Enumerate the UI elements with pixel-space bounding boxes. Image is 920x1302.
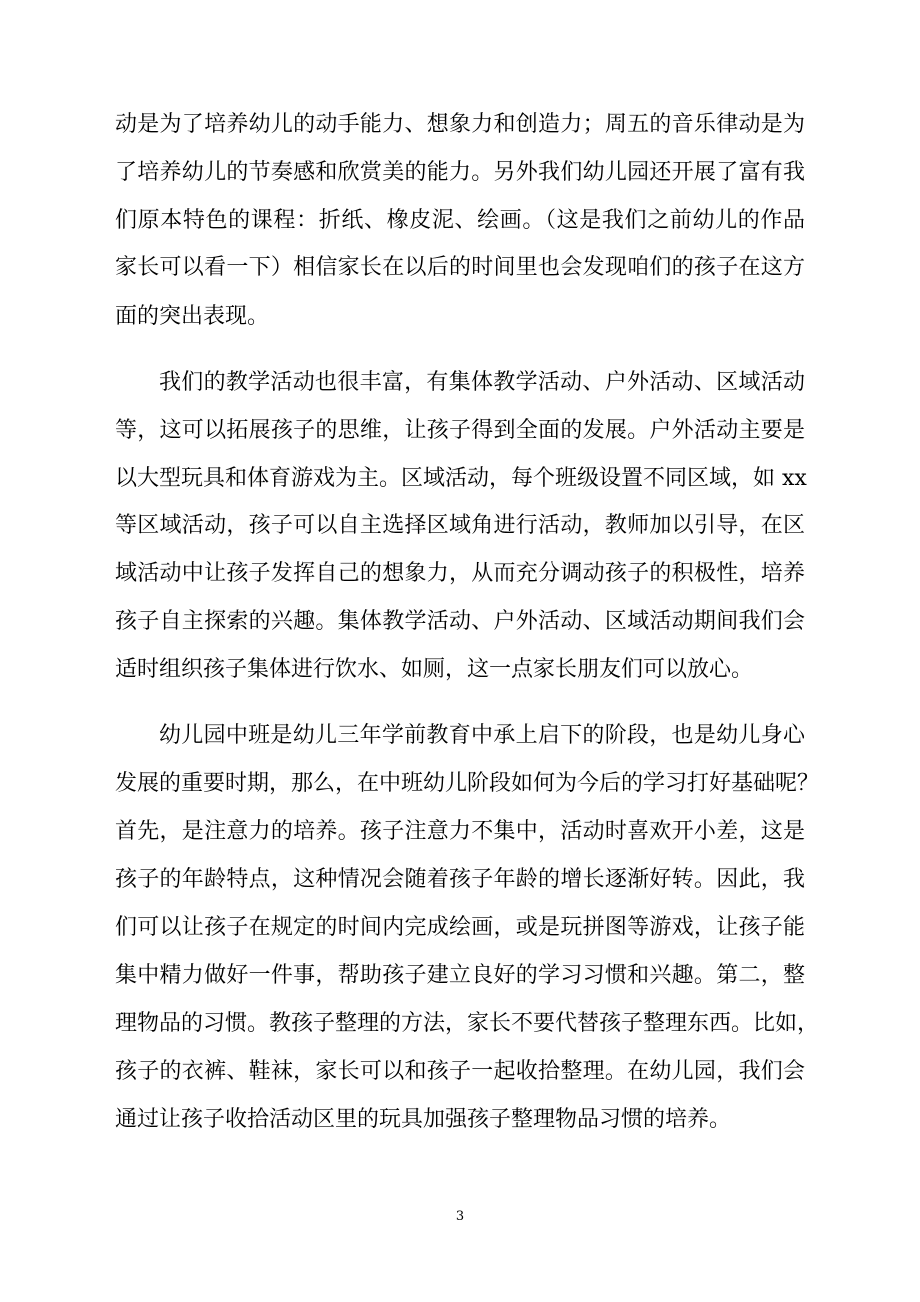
- paragraph-line: 理物品的习惯。教孩子整理的方法，家长不要代替孩子整理东西。比如，: [115, 1011, 820, 1036]
- paragraph-line: 域活动中让孩子发挥自己的想象力，从而充分调动孩子的积极性，培养: [115, 561, 805, 586]
- paragraph-line: 等，这可以拓展孩子的思维，让孩子得到全面的发展。户外活动主要是: [115, 418, 805, 443]
- paragraph-line: 我们的教学活动也很丰富，有集体教学活动、户外活动、区域活动: [159, 370, 805, 395]
- paragraph-line: 们可以让孩子在规定的时间内完成绘画，或是玩拼图等游戏，让孩子能: [115, 915, 805, 940]
- paragraph-line: 们原本特色的课程：折纸、橡皮泥、绘画。（这是我们之前幼儿的作品: [115, 208, 805, 233]
- paragraph-line: 适时组织孩子集体进行饮水、如厕，这一点家长朋友们可以放心。: [115, 657, 754, 682]
- paragraph-line: 发展的重要时期，那么，在中班幼儿阶段如何为今后的学习打好基础呢？: [115, 771, 820, 796]
- paragraph-line: 幼儿园中班是幼儿三年学前教育中承上启下的阶段，也是幼儿身心: [159, 723, 805, 748]
- paragraph-line: 以大型玩具和体育游戏为主。区域活动，每个班级设置不同区域，如 xx: [115, 466, 807, 491]
- paragraph-line: 孩子的年龄特点，这种情况会随着孩子年龄的增长逐渐好转。因此，我: [115, 867, 805, 892]
- paragraph-line: 孩子自主探索的兴趣。集体教学活动、户外活动、区域活动期间我们会: [115, 609, 805, 634]
- paragraph-line: 集中精力做好一件事，帮助孩子建立良好的学习习惯和兴趣。第二，整: [115, 963, 805, 988]
- paragraph-line: 家长可以看一下）相信家长在以后的时间里也会发现咱们的孩子在这方: [115, 255, 805, 280]
- paragraph-line: 孩子的衣裤、鞋袜，家长可以和孩子一起收拾整理。在幼儿园，我们会: [115, 1059, 805, 1084]
- paragraph-line: 等区域活动，孩子可以自主选择区域角进行活动，教师加以引导，在区: [115, 513, 805, 538]
- paragraph-line: 了培养幼儿的节奏感和欣赏美的能力。另外我们幼儿园还开展了富有我: [115, 160, 805, 185]
- paragraph-line: 首先，是注意力的培养。孩子注意力不集中，活动时喜欢开小差，这是: [115, 819, 805, 844]
- paragraph-line: 面的突出表现。: [115, 304, 270, 329]
- page-number: 3: [455, 1209, 465, 1224]
- paragraph-line: 通过让孩子收拾活动区里的玩具加强孩子整理物品习惯的培养。: [115, 1107, 732, 1132]
- paragraph-line: 动是为了培养幼儿的动手能力、想象力和创造力；周五的音乐律动是为: [115, 112, 805, 137]
